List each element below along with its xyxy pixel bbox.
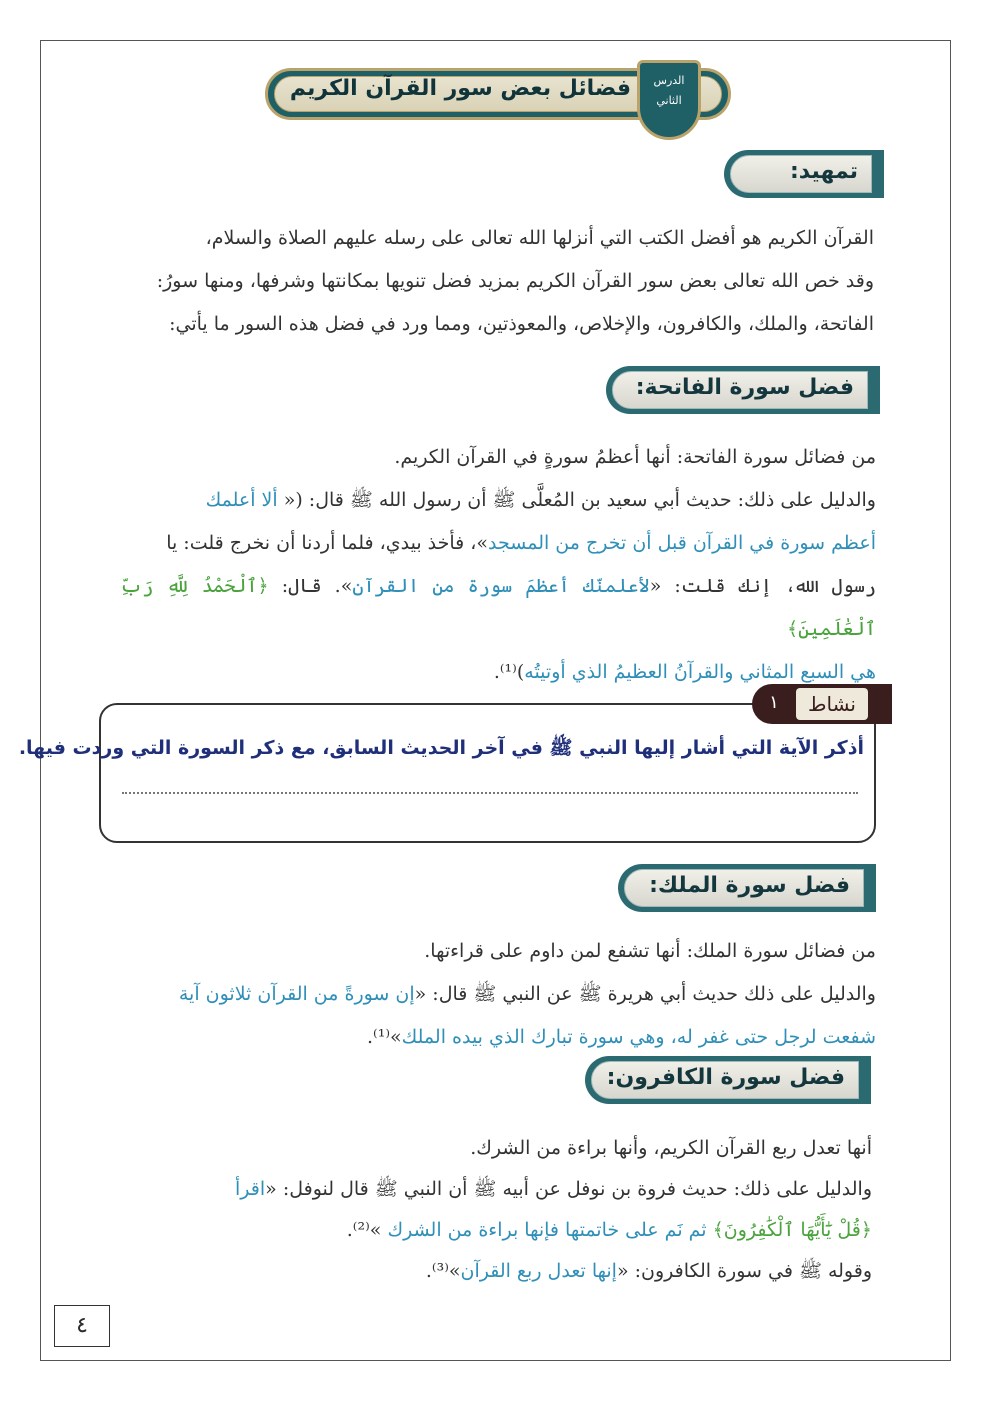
lesson-title: فضائل بعض سور القرآن الكريم — [289, 76, 631, 101]
page-number: ٤ — [54, 1305, 110, 1347]
intro-paragraph — [128, 217, 874, 346]
fatiha-line: رسول الله، إنك قلت: «لأعلمنّك أعظمَ سورة من القرآن». قال: ﴿ٱلْحَمْدُ لِلَّهِ رَبِّ ٱلْعَٰلَمِينَ﴾ — [120, 575, 876, 640]
mulk-paragraph — [120, 930, 876, 1059]
activity-question: أذكر الآية التي أشار إليها النبي ﷺ في آخر الحديث السابق، مع ذكر السورة التي وردت فيها. — [18, 737, 864, 759]
activity-label: نشاط — [796, 688, 868, 720]
kafirun-paragraph — [115, 1128, 872, 1292]
fatiha-paragraph — [120, 436, 876, 694]
kafirun-heading: فضل سورة الكافرون: — [585, 1056, 871, 1104]
activity-number: ١ — [769, 692, 779, 713]
activity-box — [18, 703, 876, 843]
lesson-number-badge — [637, 60, 701, 140]
mulk-line: من فضائل سورة الملك: أنها تشفع لمن داوم على قراءتها. — [424, 940, 876, 962]
activity-tab — [752, 684, 892, 724]
intro-heading: تمهيد: — [724, 150, 884, 198]
intro-line: القرآن الكريم هو أفضل الكتب التي أنزلها الله تعالى على رسله عليهم الصلاة والسلام، — [205, 227, 874, 249]
mulk-line: شفعت لرجل حتى غفر له، وهي سورة تبارك الذي بيده الملك»⁽¹⁾. — [366, 1026, 876, 1048]
kafirun-line: وقوله ﷺ في سورة الكافرون: «إنها تعدل ربع القرآن»⁽³⁾. — [425, 1260, 872, 1282]
intro-line: وقد خص الله تعالى بعض سور القرآن الكريم بمزيد فضل تنويها بمكانتها وشرفها، ومنها سورُ: — [156, 270, 874, 292]
fatiha-heading: فضل سورة الفاتحة: — [606, 366, 880, 414]
lesson-tag-line1: الدرس — [653, 74, 685, 87]
question-icon: ? — [874, 684, 894, 724]
quran-verse: ﴿ٱلْحَمْدُ لِلَّهِ رَبِّ ٱلْعَٰلَمِينَ﴾ — [120, 575, 876, 640]
lesson-tag-line2: الثاني — [656, 94, 682, 107]
kafirun-line: والدليل على ذلك: حديث فروة بن نوفل عن أبيه ﷺ أن النبي ﷺ قال لنوفل: «اقرأ — [235, 1178, 872, 1200]
mulk-line: والدليل على ذلك حديث أبي هريرة ﷺ عن النبي ﷺ قال: «إن سورةً من القرآن ثلاثون آية — [178, 983, 876, 1005]
kafirun-line: ﴿قُلْ يَٰٓأَيُّهَا ٱلْكَٰفِرُونَ﴾ ثم نَم على خاتمتها فإنها براءة من الشرك »⁽²⁾. — [346, 1219, 872, 1241]
fatiha-line: هي السبع المثاني والقرآنُ العظيمُ الذي أوتيتُه)⁽¹⁾. — [493, 661, 876, 683]
fatiha-line: من فضائل سورة الفاتحة: أنها أعظمُ سورةٍ في القرآن الكريم. — [394, 446, 876, 468]
mulk-heading: فضل سورة الملك: — [618, 864, 876, 912]
fatiha-line: والدليل على ذلك: حديث أبي سعيد بن المُعلَّى ﷺ أن رسول الله ﷺ قال: (« ألا أعلمك — [205, 489, 876, 511]
intro-line: الفاتحة، والملك، والكافرون، والإخلاص، والمعوذتين، ومما ورد في فضل هذه السور ما يأتي: — [169, 313, 874, 335]
quran-verse: ﴿قُلْ يَٰٓأَيُّهَا ٱلْكَٰفِرُونَ﴾ — [712, 1219, 872, 1241]
kafirun-line: أنها تعدل ربع القرآن الكريم، وأنها براءة من الشرك. — [470, 1137, 872, 1159]
fatiha-line: أعظم سورة في القرآن قبل أن تخرج من المسجد»، فأخذ بيدي، فلما أردنا أن نخرج قلت: يا — [166, 532, 876, 554]
answer-line[interactable] — [122, 790, 858, 794]
lesson-title-banner — [265, 62, 731, 124]
